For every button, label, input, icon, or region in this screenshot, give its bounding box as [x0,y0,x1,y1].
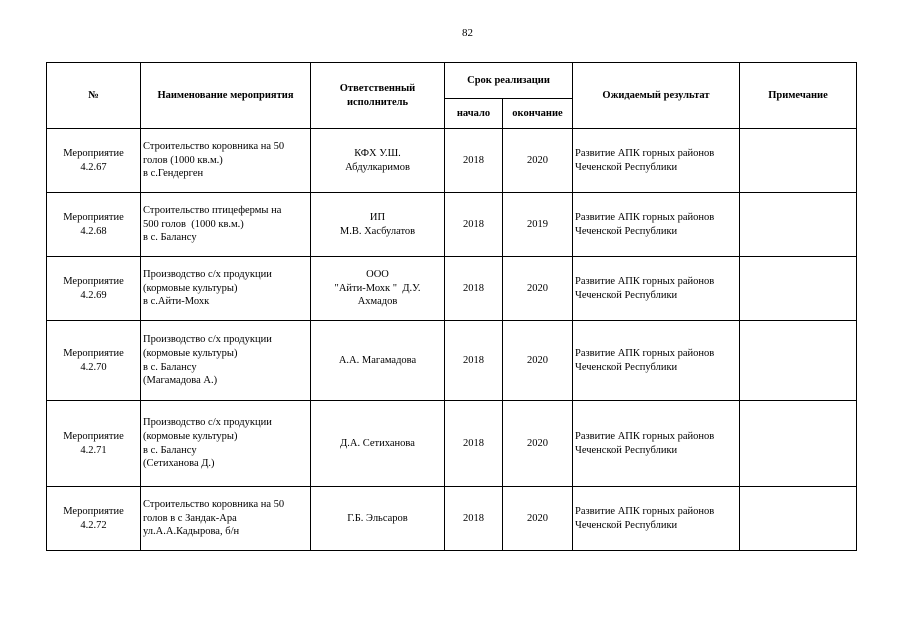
note-cell [740,401,857,487]
start-year-cell: 2018 [445,257,503,321]
activities-table [46,62,857,551]
activity-number-cell-line: Мероприятие [63,505,124,517]
executor-cell-line: ИП [369,211,386,223]
activity-name-cell-line: Строительство птицефермы на [143,205,282,217]
executor-cell [311,257,445,321]
start-year-cell: 2018 [445,321,503,401]
activity-name-cell-line: Производство с/х продукции [143,269,272,281]
activity-name-cell-line: Производство с/х продукции [143,417,272,429]
executor-cell [311,401,445,487]
executor-cell-line: ООО [366,269,389,281]
expected-result-cell-line: Развитие АПК горных районов [575,147,715,159]
table-row [47,193,857,257]
expected-result-cell [573,129,740,193]
activity-name-cell-line: в с. Балансу [143,444,197,456]
table-body [47,129,857,551]
activity-name-cell [141,321,311,401]
expected-result-cell-line: Развитие АПК горных районов [575,211,715,223]
activity-number-cell-line: Мероприятие [63,347,124,359]
expected-result-cell [573,257,740,321]
expected-result-cell-line: Развитие АПК горных районов [575,347,715,359]
expected-result-cell-line: Развитие АПК горных районов [575,430,715,442]
expected-result-cell-line: Чеченской Республики [575,444,678,456]
activity-name-cell [141,401,311,487]
expected-result-cell-line: Чеченской Республики [575,361,678,373]
note-cell [740,129,857,193]
activity-number-cell [47,129,141,193]
activity-name-cell [141,487,311,551]
activity-number-cell-line: 4.2.72 [80,519,107,531]
header-start: начало [445,99,503,129]
end-year-cell: 2020 [503,257,573,321]
activity-name-cell-line: в с. Балансу [143,361,197,373]
activity-number-cell [47,487,141,551]
table-row [47,487,857,551]
executor-cell-line: А.А. Магамадова [338,354,417,366]
executor-cell [311,321,445,401]
executor-cell [311,129,445,193]
table-row [47,321,857,401]
activity-number-cell-line: Мероприятие [63,211,124,223]
executor-cell-line: КФХ У.Ш. [354,147,401,159]
table-row [47,257,857,321]
activity-number-cell-line: 4.2.70 [80,361,107,373]
header-name: Наименование мероприятия [141,63,311,129]
note-cell [740,487,857,551]
activity-name-cell-line: (кормовые культуры) [143,282,238,294]
start-year-cell: 2018 [445,193,503,257]
executor-cell [311,193,445,257]
executor-cell-line: "Айти-Мохк " Д.У. [334,282,421,294]
activity-number-cell-line: 4.2.69 [80,289,107,301]
expected-result-cell [573,401,740,487]
activity-name-cell-line: Строительство коровника на 50 [143,141,285,153]
expected-result-cell-line: Развитие АПК горных районов [575,505,715,517]
activity-number-cell [47,193,141,257]
header-term: Срок реализации [445,63,573,99]
activity-name-cell-line: голов (1000 кв.м.) [143,154,223,166]
activity-name-cell [141,193,311,257]
header-note: Примечание [740,63,857,129]
activity-name-cell-line: (Сетиханова Д.) [143,458,215,470]
activity-name-cell-line: (кормовые культуры) [143,347,238,359]
header-result: Ожидаемый результат [573,63,740,129]
activity-number-cell [47,257,141,321]
expected-result-cell-line: Чеченской Республики [575,225,678,237]
activity-name-cell-line: в с.Айти-Мохк [143,296,210,308]
start-year-cell: 2018 [445,401,503,487]
page-number: 82 [462,27,473,39]
end-year-cell: 2020 [503,401,573,487]
table-row [47,401,857,487]
end-year-cell: 2019 [503,193,573,257]
activity-name-cell-line: ул.А.А.Кадырова, б/н [143,526,240,538]
expected-result-cell-line: Чеченской Республики [575,289,678,301]
activity-number-cell-line: Мероприятие [63,147,124,159]
table-row [47,129,857,193]
note-cell [740,321,857,401]
executor-cell-line: Абдулкаримов [345,161,410,173]
activity-name-cell-line: в с.Гендерген [143,168,204,180]
activity-number-cell [47,321,141,401]
activity-number-cell-line: Мероприятие [63,430,124,442]
note-cell [740,193,857,257]
header-num: № [47,63,141,129]
activity-number-cell [47,401,141,487]
end-year-cell: 2020 [503,487,573,551]
header-end: окончание [503,99,573,129]
executor-cell [311,487,445,551]
expected-result-cell [573,487,740,551]
activity-number-cell-line: 4.2.71 [80,444,107,456]
executor-cell-line: Г.Б. Эльсаров [347,512,408,524]
activity-number-cell-line: 4.2.67 [80,161,107,173]
activity-name-cell [141,257,311,321]
end-year-cell: 2020 [503,321,573,401]
header-executor: Ответственный исполнитель [311,63,445,129]
executor-cell-line: Ахмадов [357,296,398,308]
activity-number-cell-line: Мероприятие [63,275,124,287]
end-year-cell: 2020 [503,129,573,193]
expected-result-cell-line: Развитие АПК горных районов [575,275,715,287]
activity-name-cell-line: в с. Балансу [143,232,197,244]
executor-cell-line: Д.А. Сетиханова [340,437,415,449]
note-cell [740,257,857,321]
activity-name-cell [141,129,311,193]
activity-name-cell-line: Строительство коровника на 50 [143,499,285,511]
start-year-cell: 2018 [445,487,503,551]
activity-name-cell-line: Производство с/х продукции [143,334,272,346]
activity-name-cell-line: (Магамадова А.) [143,375,218,387]
activity-name-cell-line: голов в с Зандак-Ара [143,512,237,524]
start-year-cell: 2018 [445,129,503,193]
expected-result-cell [573,321,740,401]
activity-number-cell-line: 4.2.68 [80,225,107,237]
expected-result-cell [573,193,740,257]
header-row-1 [47,63,857,99]
activity-name-cell-line: 500 голов (1000 кв.м.) [143,218,244,230]
executor-cell-line: М.В. Хасбулатов [339,225,416,237]
expected-result-cell-line: Чеченской Республики [575,161,678,173]
expected-result-cell-line: Чеченской Республики [575,519,678,531]
activity-name-cell-line: (кормовые культуры) [143,430,238,442]
